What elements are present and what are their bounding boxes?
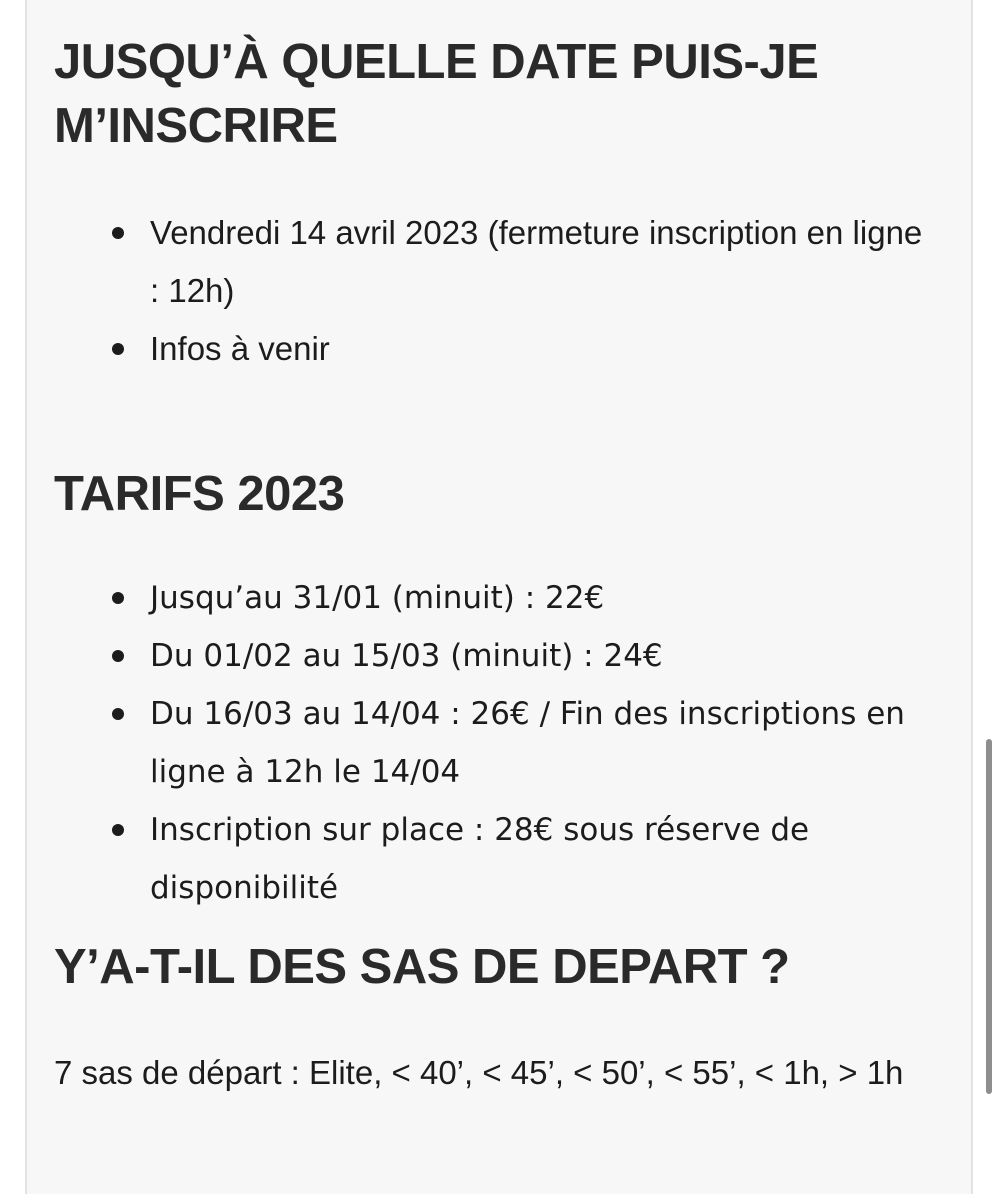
- list-item: Inscription sur place : 28€ sous réserve de disponibilité: [54, 801, 934, 917]
- content-panel: [25, 0, 973, 1194]
- list-item: Infos à venir: [54, 320, 934, 378]
- registration-deadline-list: [54, 204, 934, 378]
- list-item: Du 01/02 au 15/03 (minuit) : 24€: [54, 627, 934, 685]
- list-item: Jusqu’au 31/01 (minuit) : 22€: [54, 569, 934, 627]
- tarifs-heading: TARIFS 2023: [54, 467, 345, 521]
- start-corrals-text: 7 sas de départ : Elite, < 40’, < 45’, < 50’, < 55’, < 1h, > 1h: [54, 1054, 904, 1091]
- start-corrals-heading: Y’A-T-IL DES SAS DE DEPART ?: [54, 940, 790, 994]
- list-item: Vendredi 14 avril 2023 (fermeture inscription en ligne : 12h): [54, 204, 934, 320]
- tarifs-list: [54, 569, 934, 917]
- vertical-scrollbar[interactable]: [986, 739, 992, 1094]
- list-item: Du 16/03 au 14/04 : 26€ / Fin des inscriptions en ligne à 12h le 14/04: [54, 685, 934, 801]
- registration-deadline-heading: JUSQU’À QUELLE DATE PUIS-JE M’INSCRIRE: [54, 35, 819, 153]
